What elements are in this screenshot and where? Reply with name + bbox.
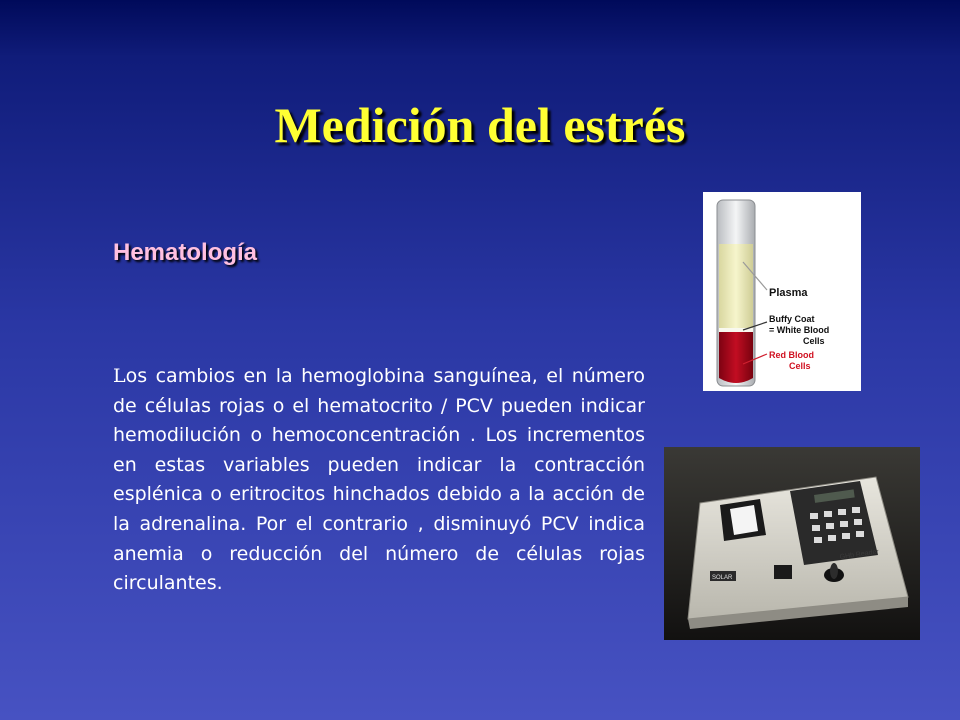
body-first-letter: L xyxy=(113,365,126,387)
buffy-coat-label-2: = White Blood xyxy=(769,325,830,335)
body-text: os cambios en la hemoglobina sanguínea, el número de células rojas o el hematocrito / PCV pueden indicar hemodilución o hemoconcentración . Los incrementos en estas variables pueden indicar la contracción esplénica o eritrocitos hinchados debido a la acción de la adrenalina. Por el contrario , disminuyó PCV indica anemia o reducción del número de células rojas circulantes. xyxy=(113,365,645,595)
slide-subtitle: Hematología xyxy=(113,239,258,266)
plasma-label: Plasma xyxy=(769,287,808,299)
buffy-coat-label-1: Buffy Coat xyxy=(769,314,815,324)
buffy-coat-label-3: Cells xyxy=(803,336,825,346)
blood-tube-figure xyxy=(703,192,861,391)
body-paragraph xyxy=(113,362,645,599)
red-cells-label-1: Red Blood xyxy=(769,350,814,360)
red-cells-label-2: Cells xyxy=(789,361,811,371)
blood-tube-illustration xyxy=(703,192,861,391)
hemoglobin-reader-photo xyxy=(664,447,920,640)
brand-label: SOLAR xyxy=(712,575,733,581)
slide-title: Medición del estrés xyxy=(274,97,686,153)
device-label: GHb Reader xyxy=(839,548,880,561)
reader-device-illustration xyxy=(664,447,920,640)
